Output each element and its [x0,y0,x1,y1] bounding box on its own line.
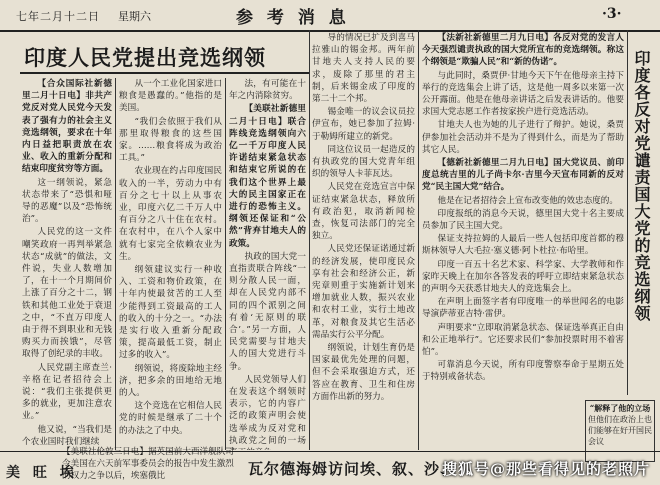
article-column-3 [229,78,306,450]
column-divider [225,78,226,450]
small-box [585,400,655,462]
side-headline: 印度各反对党谴责国大党的竞选纲领 [632,50,651,322]
small-box-caption: “解释了他的立场 [589,403,651,413]
bottom-left-title: 美 旺 埃 [6,465,78,481]
paragraph: 【法新社新德里二月九日电】各反对党的发言人今天强烈谴责执政的国大党所宣布的竞选纲领。称这个纲领是“欺骗人民”和“新的伪诺”。 [422,33,624,68]
headline-rule [20,72,310,74]
issue-date: 七年二月十二日 [16,10,100,23]
main-headline: 印度人民党提出竞选纲领 [24,45,266,70]
paragraph: 他是在记者招待会上宣布改变他的效忠态度的。 [437,195,618,206]
paragraph: 同这位议员一起造反的有执政党的国大党青年组织的领导人卡菲瓦达。 [312,144,415,180]
paragraph: 【德新社新德里二月九日电】国大党议员、前印度总统吉里的儿子尚卡尔·吉里今天宣布同新的反对党“民主国大党”结合。 [422,158,624,193]
paragraph: 人民党在竞选宣言中保证结束紧急状态，释放所有政治犯，取消新闻检查，恢复司法部门的完全独立。 [312,182,415,242]
paragraph: 农业现在约占印度国民收入的一半，劳动力中有百分之七十以上从事农业，印度六亿二千万人中有百分之八十住在农村。在农村中，在八个人家中就有七家完全依赖农业为生。 [119,166,222,262]
paragraph: 甘地夫人也为她的儿子进行了辩护。她说，桑贾伊参加社会活动并不是为了得到什么，而是为了帮助其它人民。 [422,120,624,155]
paragraph: 纲领说，将废除地主经济，把多余的田地给无地的人。 [119,363,222,399]
paragraph: 法，有可能在十年之内消除贫穷。 [229,79,306,102]
article-column-5 [422,32,624,450]
paragraph: 人民党副主席查兰·辛格在记者招待会上说：“我们主张提供更多的就业，更加注意农业。” [22,362,112,422]
paragraph: 导的情况已扩及到喜马拉雅山的锡金邦。两年前甘地夫人支持人民的要求，废除了那里的君主制，后来锡金成了印度的第二十二个邦。 [312,33,415,105]
column-divider [418,30,419,450]
paragraph: 可靠消息今天说，所有印度警察奉命于星期五处于特别戒备状态。 [422,360,624,383]
paragraph: 这一纲领说，紧急状态带来了“恐惧和哑导的恶魔”以及“恐怖统治”。 [22,177,112,225]
paragraph: 保证支持拉姆的人最后一些人包括印度首都的穆斯林领导人大毛拉·塞义德·阿卜杜拉·布哈里。 [422,234,624,257]
article-column-2 [119,78,222,450]
bottom-headline: 瓦尔德海姆访问埃、叙、沙、 [248,460,457,478]
paragraph: 印度报纸的消息今天说，德里国大党十名主要成员参加了民主国大党。 [422,208,624,232]
paragraph: 他又说，“当我们是个农业国时我们继续 [22,424,112,447]
paragraph: 声明要求“立即取消紧急状态、保证选举真正自由和公正地举行”。它还要求民们“参加投票时用不着害怕”。 [422,322,624,358]
paragraph: 执政的国大党一直指责联合阵线“一则分散人民一面，却在人民党内部不同的四个派别之间有着‘无原则的联合’。”另一方面，人民党需要与甘地夫人的国大党进行斗争。 [229,251,306,372]
bottom-brief: 【美联社伦敦三日电】据英国前大西洋舰队司令美国在六天前军事委员会的报告中发生激烈的权力之争以后，埃塞俄比 [62,447,234,481]
paragraph: 与此同时，桑贾伊·甘地今天下午在他母亲主持下举行的竞选集会上讲了话，这是他一周多以来第一次公开露面。他是在他母亲讲话之后发表讲话的。他要求国大党志愿工作者按家挨户进行竞选活动。 [422,70,624,118]
paragraph: 纲领建议实行一种收入、工资和物价政策，在十年内使最贫苦的工人至少能得到工资最高的工人的收入的十分之一。“办法是实行收入重新分配政策，提高最低工资，制止过多的收入”。 [119,265,222,361]
article-column-1 [22,78,112,450]
newspaper-title: 参 考 消 息 [236,8,350,28]
paragraph: 在声明上面签字者有印度唯一的举世闻名的电影导演萨蒂亚吉特·雷伊。 [422,297,624,320]
column-divider [115,78,116,450]
paragraph: 锡金唯一的议会议员拉伊宣布，她已参加了拉姆·于勒姆所建立的新党。 [312,107,415,142]
paragraph: 从一个工业化国家进口粮食是愚蠢的。”他指的是美国。 [119,79,222,114]
column-divider [627,30,628,395]
paragraph: 这个竞选在它相信人民党的时候是继承了二十个的办法之了中央。 [119,401,222,436]
article-column-4 [312,32,415,450]
paragraph: “我们会依照于我们从那里取得粮食的这些国家。……粮食将成为政治工具。” [119,116,222,164]
paragraph: 印度一百五十名艺术家、科学家、大学教师和作家昨天晚上在加尔各答发表的呼吁立即结束紧急状态的声明今天获悉甘地夫人的竞选集会上。 [422,259,624,295]
paragraph: 人民党还保证诺通过新的经济发展，使印度民众享有社会和经济公正，新宪章则重于实施新计划来增加就业人数，振兴农业和农村工业，实行土地改革，对粮食及其它生活必需品实行公平分配。 [312,244,415,340]
small-box-text: 但他们在政治上也们能够在好开国民会议 [588,415,652,446]
paragraph: 人民党领导人们在发表这个纲领时表示，它的内容广泛的政策声明会使选举成为反对党和执政党之间的一场 [229,374,306,446]
column-divider [309,30,310,450]
paragraph: 【美联社新德里二月十日电】联合阵线竞选纲领向六亿一千万印度人民许诺结束紧急状态和结束它所说的在我们这个世界上最大的民主国家正在进行的恐怖主义。纲领还保证和“公然”背弃甘地夫人的政策。 [229,104,306,249]
masthead [0,0,660,32]
page-number: ·3· [602,6,622,22]
watermark: 搜狐号@那些看得见的老照片 [442,460,651,478]
paragraph: 人民党的这一文件嘲笑政府一再判举紧急状态“成就”的做法，文件说，失业人数增加了，在十一个月期间价上涨了百分之十二，钢铁和其他工业处于衰退之中，“不直万印度人由于得不到职业和无钱购买力而挨饿”，尽管取得了创纪录的丰收。 [22,227,112,360]
paragraph: 【合众国际社新德里二月十日电】非共产党反对党人民党今天发表了强有力的社会主义竞选纲领，要求在十年内日益把职责放在农业、收入的重新分配和结束印度贫穷等方面。 [22,79,112,175]
paragraph: 纲领说，计划生育仍是国家最优先处理的问题，但不会采取强迫方式，还答应在教育、卫生和住房方面作出新的努力。 [312,343,415,402]
issue-weekday: 星期六 [118,10,151,23]
